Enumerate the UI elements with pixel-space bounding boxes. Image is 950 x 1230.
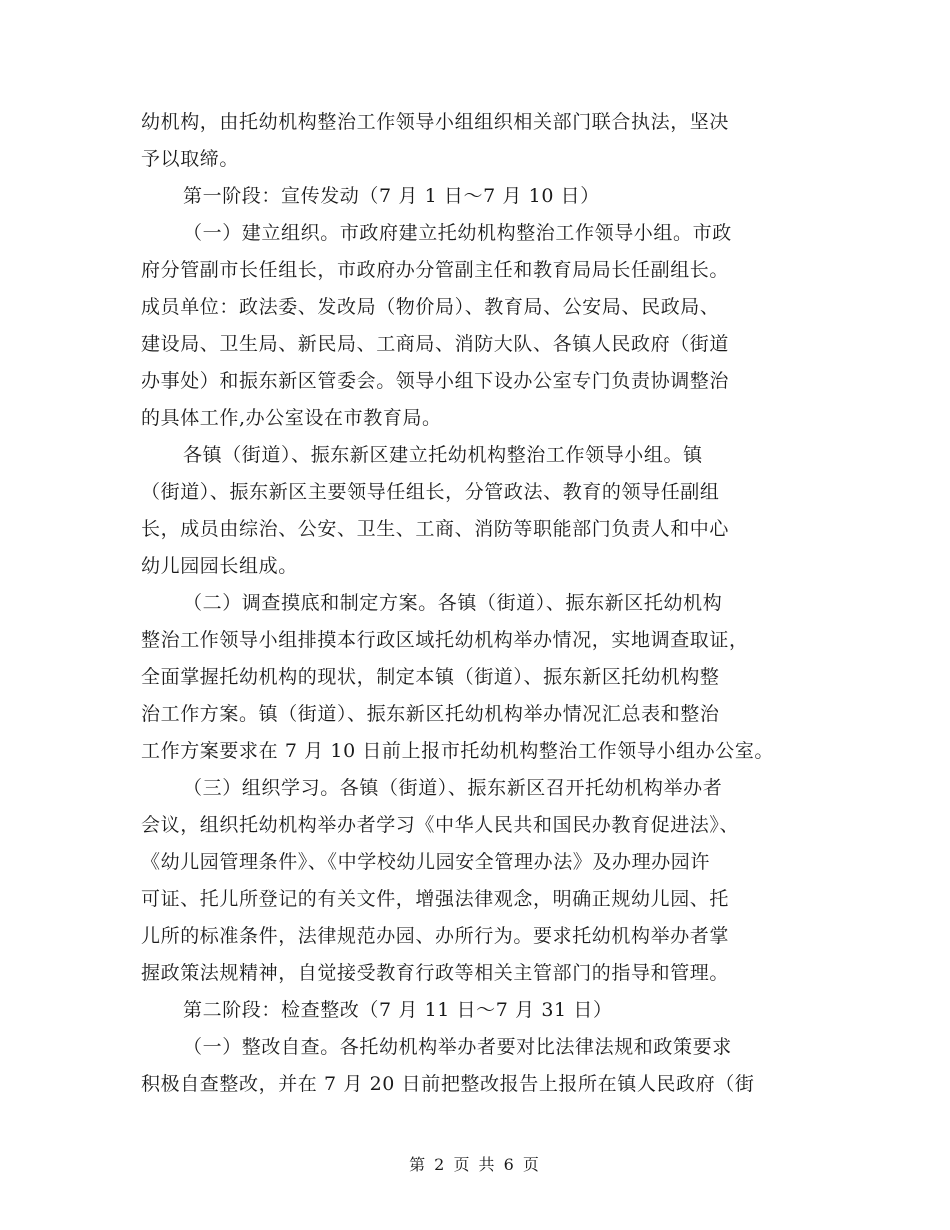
text-line: 各镇（街道）、振东新区建立托幼机构整治工作领导小组。镇 (183, 444, 703, 466)
text-line: 握政策法规精神，自觉接受教育行政等相关主管部门的指导和管理。 (141, 962, 730, 984)
text-line: 可证、托儿所登记的有关文件，增强法律观念，明确正规幼儿园、托 (141, 888, 730, 910)
text-line: 建设局、卫生局、新民局、工商局、消防大队、各镇人民政府（街道 (141, 333, 730, 355)
text-line: 整治工作领导小组排摸本行政区域托幼机构举办情况，实地调查取证， (141, 629, 749, 651)
text-line: 儿所的标准条件，法律规范办园、办所行为。要求托幼机构举办者掌 (141, 925, 730, 947)
text-line: 幼机构，由托幼机构整治工作领导小组组织相关部门联合执法，坚决 (141, 111, 730, 133)
text-line: （一）建立组织。市政府建立托幼机构整治工作领导小组。市政 (183, 222, 732, 244)
text-line: 治工作方案。镇（街道）、振东新区托幼机构举办情况汇总表和整治 (141, 703, 720, 725)
text-line: 积极自查整改，并在 7 月 20 日前把整改报告上报所在镇人民政府（街 (141, 1073, 755, 1095)
text-line: 府分管副市长任组长，市政府办分管副主任和教育局局长任副组长。 (141, 259, 730, 281)
text-line: （二）调查摸底和制定方案。各镇（街道）、振东新区托幼机构 (183, 592, 723, 614)
text-line: 第一阶段：宣传发动（7 月 1 日～7 月 10 日） (183, 185, 600, 207)
text-line: 全面掌握托幼机构的现状，制定本镇（街道）、振东新区托幼机构整 (141, 666, 720, 688)
text-line: 第二阶段：检查整改（7 月 11 日～7 月 31 日） (183, 999, 613, 1021)
text-line: （三）组织学习。各镇（街道）、振东新区召开托幼机构举办者 (183, 777, 723, 799)
text-line: （街道）、振东新区主要领导任组长，分管政法、教育的领导任副组 (141, 481, 720, 503)
text-line: 办事处）和振东新区管委会。领导小组下设办公室专门负责协调整治 (141, 370, 730, 392)
text-line: 工作方案要求在 7 月 10 日前上报市托幼机构整治工作领导小组办公室。 (141, 740, 775, 762)
document-body (141, 104, 821, 1103)
text-line: （一）整改自查。各托幼机构举办者要对比法律法规和政策要求 (183, 1036, 732, 1058)
text-line: 予以取缔。 (141, 148, 240, 170)
text-line: 幼儿园园长组成。 (141, 555, 298, 577)
page-footer: 第 2 页 共 6 页 (409, 1155, 541, 1174)
text-line: 的具体工作,办公室设在市教育局。 (141, 407, 442, 429)
text-line: 长，成员由综治、公安、卫生、工商、消防等职能部门负责人和中心 (141, 518, 730, 540)
text-line: 《幼儿园管理条件》、《中学校幼儿园安全管理办法》及办理办园许 (141, 851, 711, 873)
text-line: 成员单位：政法委、发改局（物价局）、教育局、公安局、民政局、 (141, 296, 720, 318)
text-line: 会议，组织托幼机构举办者学习《中华人民共和国民办教育促进法》、 (141, 814, 740, 836)
